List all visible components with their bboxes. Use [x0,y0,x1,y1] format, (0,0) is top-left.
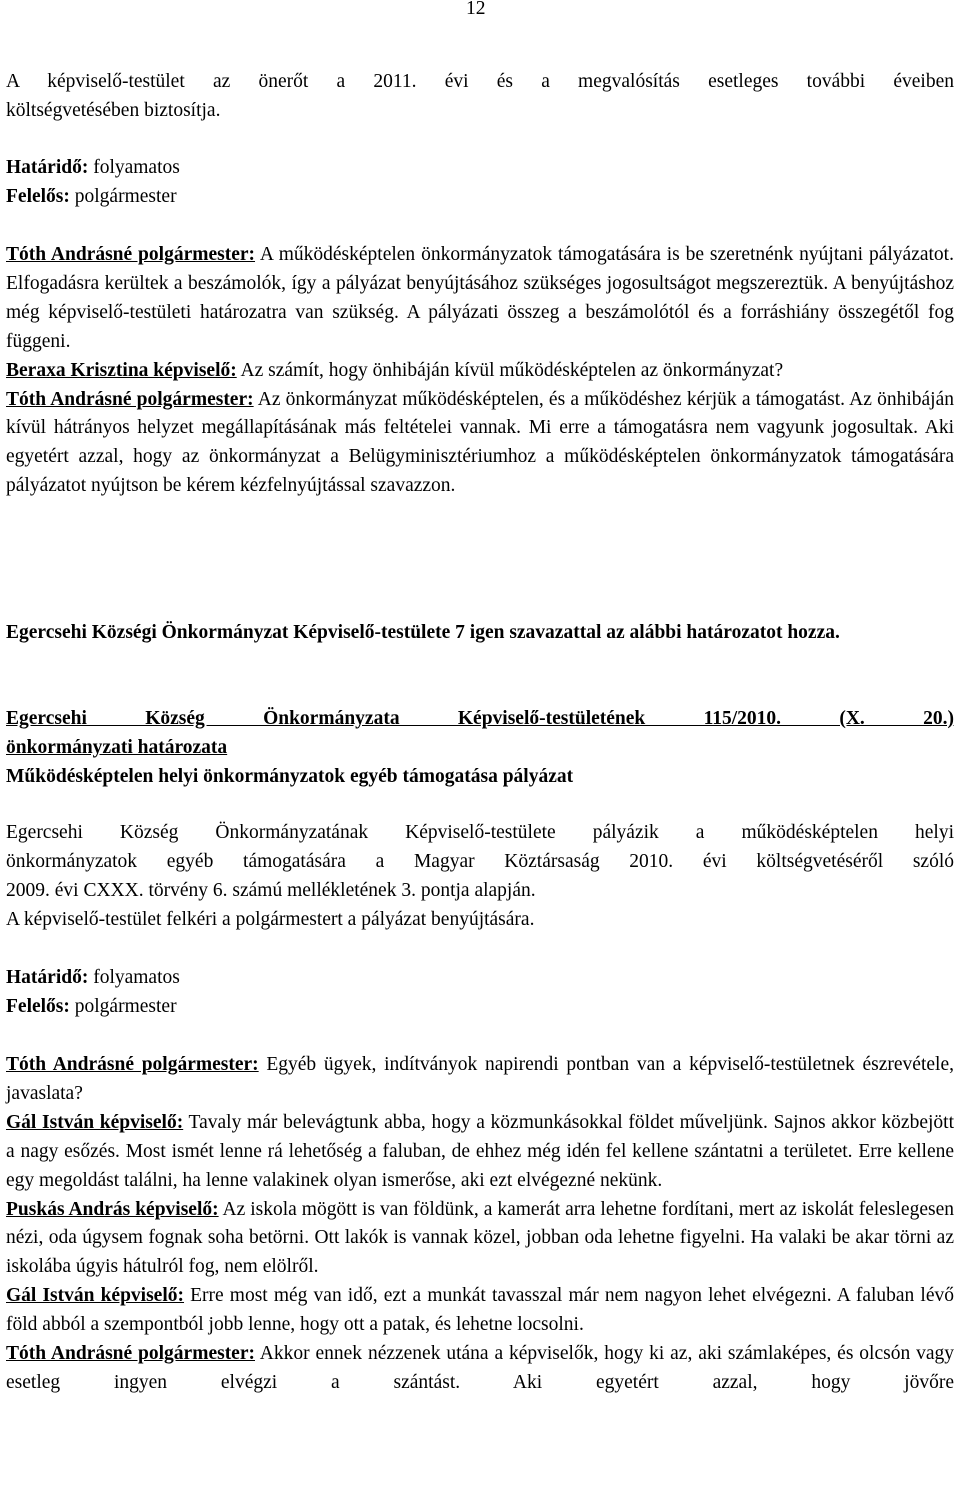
paragraph-line: A képviselő-testület az önerőt a 2011. évi és a megvalósítás esetleges további éveiben [6,71,954,92]
resolution-header [6,705,954,792]
responsible-label: Felelős: [6,995,70,1017]
paragraph-line: 2009. évi CXXX. törvény 6. számú mellékletének 3. pontja alapján. [6,879,536,901]
responsible-line [6,183,954,212]
resolution-body [6,819,954,935]
speaker-name: Tóth Andrásné polgármester: [6,388,254,410]
deadline-label: Határidő: [6,157,89,178]
discussion-2 [6,1051,954,1398]
speech [6,1196,954,1283]
deadline-responsible-1 [6,154,954,212]
responsible-value: polgármester [69,185,177,207]
speaker-name: Tóth Andrásné polgármester: [6,1054,259,1075]
deadline-label: Határidő: [6,967,89,988]
speaker-name: Tóth Andrásné polgármester: [6,244,256,265]
deadline-value: folyamatos [88,967,180,988]
deadline-responsible-2 [6,964,954,1022]
deadline-value: folyamatos [88,157,180,178]
speech-text: Az számít, hogy önhibáján kívül működésképtelen az önkormányzat? [236,359,784,381]
speech-text: Tavaly már belevágtunk abba, hogy a közmunkásokkal földet műveljünk. Sajnos akkor közbejött a nagy esőzés. Most ismét lenne rá lehetőség a faluban, de ehhez még idén fel kellene szántatni a területet. Erre kellene egy megoldást találni, ha lenne valakinek olyan ismerőse, aki ezt elvégezné nekünk. [6,1111,954,1191]
speaker-name: Tóth Andrásné polgármester: [6,1343,255,1365]
deadline-line [6,154,954,183]
speaker-name: Gál István képviselő: [6,1111,184,1133]
paragraph-line: önkormányzatok egyéb támogatására a Magyar Köztársaság 2010. évi költségvetéséről szóló [6,850,954,872]
speech [6,1051,954,1109]
speaker-name: Beraxa Krisztina képviselő: [6,359,237,381]
responsible-line [6,993,954,1022]
resolution-title: Egercsehi Község Önkormányzata Képviselő-testületének 115/2010. (X. 20.) [6,708,954,729]
speaker-name: Puskás András képviselő: [6,1198,219,1220]
paragraph-line: költségvetésében biztosítja. [6,99,221,121]
vote-result: Egercsehi Községi Önkormányzat Képviselő-testülete 7 igen szavazattal az alábbi határozatot hozza. [6,622,840,643]
page-number: 12 [466,0,486,19]
speaker-name: Gál István képviselő: [6,1285,185,1307]
speech [6,241,954,357]
paragraph-own-funds [6,68,954,126]
speech [6,1109,954,1196]
responsible-label: Felelős: [6,185,70,207]
deadline-line [6,964,954,993]
speech [6,1282,954,1340]
speech-text: A működésképtelen önkormányzatok támogatására is be szeretnénk nyújtani pályázatot. Elfogadásra kerültek a beszámolók, így a pályázat benyújtásához szükséges jogosultságot megszereztük. A benyújtáshoz még képviselő-testületi határozatra van szükség. A pályázati összeg a beszámolótól és a forráshiány összegétől fog függeni. [6,244,954,352]
speech-text: Erre most még van idő, ezt a munkát tavasszal már nem nagyon lehet elvégezni. A faluban lévő föld abból a szempontból jobb lenne, hogy ott a patak, és lehetne locsolni. [6,1285,955,1336]
speech-text: Akkor ennek nézzenek utána a képviselők, hogy ki az, aki számlaképes, és olcsón vagy esetleg ingyen elvégzi a szántást. Aki egyetért azzal, hogy jövőre [6,1343,954,1393]
responsible-value: polgármester [69,995,177,1017]
speech-text: Egyéb ügyek, indítványok napirendi pontban van a képviselő-testületnek észrevétele, javaslata? [6,1054,954,1104]
resolution-subject: Működésképtelen helyi önkormányzatok egyéb támogatása pályázat [6,765,574,787]
speech [6,1340,954,1398]
speech [6,357,954,386]
paragraph-line: Egercsehi Község Önkormányzatának Képviselő-testülete pályázik a működésképtelen helyi [6,822,954,843]
speech [6,386,954,502]
paragraph-line: A képviselő-testület felkéri a polgármestert a pályázat benyújtására. [6,908,535,930]
resolution-type: önkormányzati határozata [6,736,228,758]
speech-text: Az önkormányzat működésképtelen, és a működéshez kérjük a támogatást. Az önhibáján kívül hátrányos helyzet megállapításának más feltételei vannak. Mi erre a támogatásra nem vagyunk jogosultak. Aki egyetért azzal, hogy az önkormányzat a Belügyminisztériumhoz a működésképtelen önkormányzatok támogatására pályázatot nyújtson be kérem kézfelnyújtással szavazzon. [6,388,954,497]
discussion-1 [6,241,954,501]
speech-text: Az iskola mögött is van földünk, a kamerát arra lehetne fordítani, mert az iskolát feleslegesen nézi, oda úgysem fognak soha betörni. Ott lakók is vannak közel, jobban oda lehetne figyelni. Ha valaki be akar törni az iskolába úgyis hátulról fog, nem elölről. [6,1198,954,1278]
